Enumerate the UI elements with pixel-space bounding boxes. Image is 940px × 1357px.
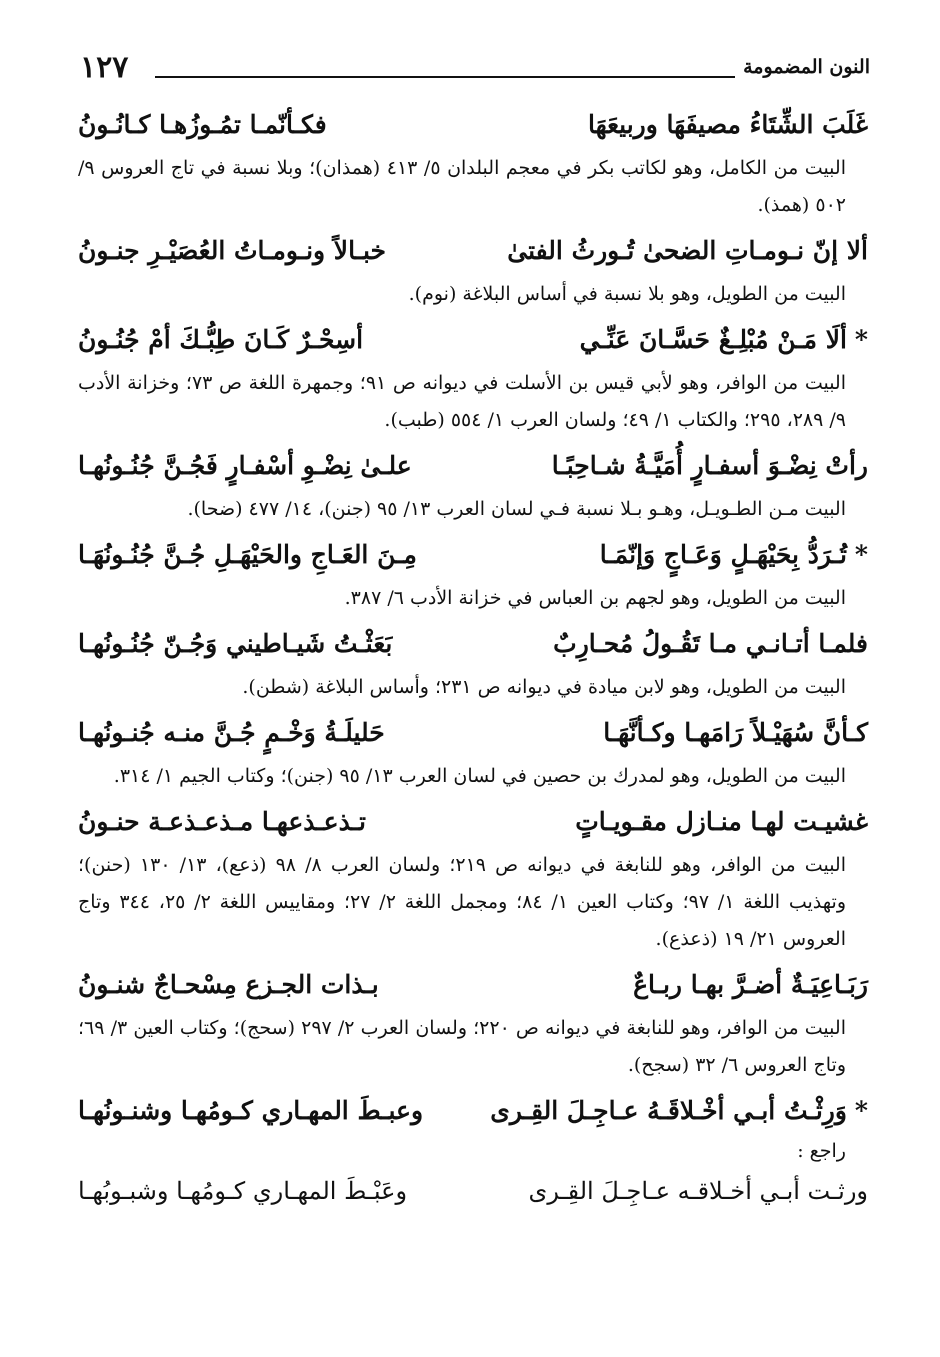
verse-second-hemistich: وعَبْـطَ المهـاري كـومُهـا وشبـوبُهـا (78, 1177, 408, 1205)
verse-note: البيت من الطويل، وهو لابن ميادة في ديوانه ص ٢٣١؛ وأساس البلاغة (شطن). (242, 676, 846, 698)
verse-line (78, 315, 868, 365)
verse-first-hemistich: رَبَـاعِيَـةٌ أضـرَّ بهـا ربـاعٌ (633, 970, 868, 999)
star-marker: * (854, 540, 868, 569)
verse-note: البيت من الطويل، وهو بلا نسبة في أساس البلاغة (نوم). (408, 283, 846, 305)
verse-note: البيت من الكامل، وهو لكاتب بكر في معجم البلدان ٥/ ٤١٣ (همذان)؛ وبلا نسبة في تاج العروس ٩/ ٥٠٢ (همذ). (78, 157, 846, 216)
verse-second-hemistich: بـذات الجـزع مِسْحـاجٌ شنـونُ (78, 970, 379, 999)
verse-first-hemistich (580, 315, 868, 365)
verse-second-hemistich: فكـأنّمـا تمُـوزُهـا كـانُـونُ (78, 110, 327, 139)
reference-verse (78, 1166, 868, 1216)
verse-first-hemistich (600, 530, 868, 580)
star-marker: * (854, 325, 868, 354)
verse-note: البيت مـن الطـويـل، وهـو بـلا نسبة فـي لسان العرب ١٣/ ٩٥ (جنن)، ١٤/ ٤٧٧ (ضحا). (187, 498, 846, 520)
verse-line (78, 441, 868, 491)
verse-first-hemistich: رأتْ نِضْـوَ أسفـارٍ أُمَيَّـةُ شـاحِبًـا (551, 451, 868, 480)
verse-second-hemistich: أسِحْـرٌ كَـانَ طِبُّـكَ أمْ جُنُـونُ (78, 325, 364, 354)
verse-first-hemistich: غشيـت لهـا منـازل مقـويـاتٍ (575, 807, 868, 836)
verse-first-hemistich: ورثـت أبـي أخـلاقـه عـاجِـلَ القِـرى (528, 1177, 868, 1205)
verse-second-hemistich: خبـالاً ونـومـاتُ العُصَيْـرِ جنـونُ (78, 236, 387, 265)
page-content (78, 100, 868, 1216)
verse-line (78, 797, 868, 847)
verse-note: البيت من الطويل، وهو لجهم بن العباس في خزانة الأدب ٦/ ٣٨٧. (344, 587, 846, 609)
verse-line (78, 619, 868, 669)
verse-first-hemistich: ألا إنّ نـومـاتِ الضحىٰ تُـورثُ الفتىٰ (507, 236, 868, 265)
verse-second-hemistich: علـىٰ نِضْـوِ أسْفـارٍ فَجُـنَّ جُنُـونُهـا (78, 451, 412, 480)
verse-line (78, 708, 868, 758)
hemistich-text: تُـرَدُّ بِحَيْهَـلٍ وَعَـاجٍ وَإنّمَـا (599, 540, 847, 569)
verse-note: البيت من الوافر، وهو لأبي قيس بن الأسلت في ديوانه ص ٩١؛ وجمهرة اللغة ص ٧٣؛ وخزانة الأدب ٩/ ٢٨٩، ٢٩٥؛ والكتاب ١/ ٤٩؛ ولسان العرب ١/ ٥٥٤ (طبب). (78, 372, 847, 431)
verse-first-hemistich (490, 1086, 868, 1136)
star-marker: * (854, 1096, 868, 1125)
verse-note: البيت من الطويل، وهو لمدرك بن حصين في لسان العرب ١٣/ ٩٥ (جنن)؛ وكتاب الجيم ١/ ٣١٤. (113, 765, 846, 787)
verse-second-hemistich: حَليلَـةُ وَخْـمٍ جُـنَّ منـه جُنـونُهـا (78, 718, 385, 747)
verse-line (78, 226, 868, 276)
hemistich-text: وَرِثْـتُ أبـي أخْـلاقَـهُ عـاجِـلَ القِـرى (490, 1096, 847, 1125)
verse-second-hemistich: تـذعـذعهـا مـذعـذعـة حنـونُ (78, 807, 367, 836)
verse-second-hemistich: بَعَثْـتُ شَيـاطيني وَجُـنّ جُنُـونُهـا (78, 629, 393, 658)
verse-second-hemistich: مِـنَ العَـاجِ والحَيْهَـلِ جُـنَّ جُنُـونُهَـا (78, 540, 417, 569)
page-header (80, 50, 870, 98)
verse-line (78, 530, 868, 580)
verse-line (78, 100, 868, 150)
verse-first-hemistich: كـأنَّ سُهَيْـلاً رَامَهـا وكـأنَّهَـا (603, 718, 868, 747)
verse-first-hemistich: غَلَبَ الشِّتَاءُ مصيفَهَا وربيعَهَا (587, 110, 868, 139)
verse-line (78, 960, 868, 1010)
page-number: ١٢٧ (80, 50, 129, 85)
verse-note: البيت من الوافر، وهو للنابغة في ديوانه ص ٢٢٠؛ ولسان العرب ٢/ ٢٩٧ (سحج)؛ وكتاب العين ٣/ ٦٩؛ وتاج العروس ٦/ ٣٢ (سجح). (78, 1017, 846, 1076)
verse-second-hemistich: وعبـطَ المهـاري كـومُهـا وشنـونُهـا (78, 1096, 424, 1125)
see-also-label: راجع : (797, 1140, 846, 1162)
hemistich-text: ألَا مَـنْ مُبْلِـغٌ حَسَّـانَ عَنِّـي (579, 325, 847, 354)
verse-line (78, 1086, 868, 1136)
verse-first-hemistich: فلمـا أتـانـي مـا تَقُـولُ مُحـارِبٌ (553, 629, 868, 658)
verse-note: البيت من الوافر، وهو للنابغة في ديوانه ص ٢١٩؛ ولسان العرب ٨/ ٩٨ (ذعع)، ١٣/ ١٣٠ (حنن)؛ وتهذيب اللغة ١/ ٩٧؛ وكتاب العين ١/ ٨٤؛ ومجمل اللغة ٢/ ٢٧؛ ومقاييس اللغة ٢/ ٢٥، ٣٤٤ وتاج العروس ٢١/ ١٩ (ذعذع). (78, 854, 847, 950)
running-title: النون المضمومة (743, 56, 870, 78)
header-rule (155, 76, 735, 78)
